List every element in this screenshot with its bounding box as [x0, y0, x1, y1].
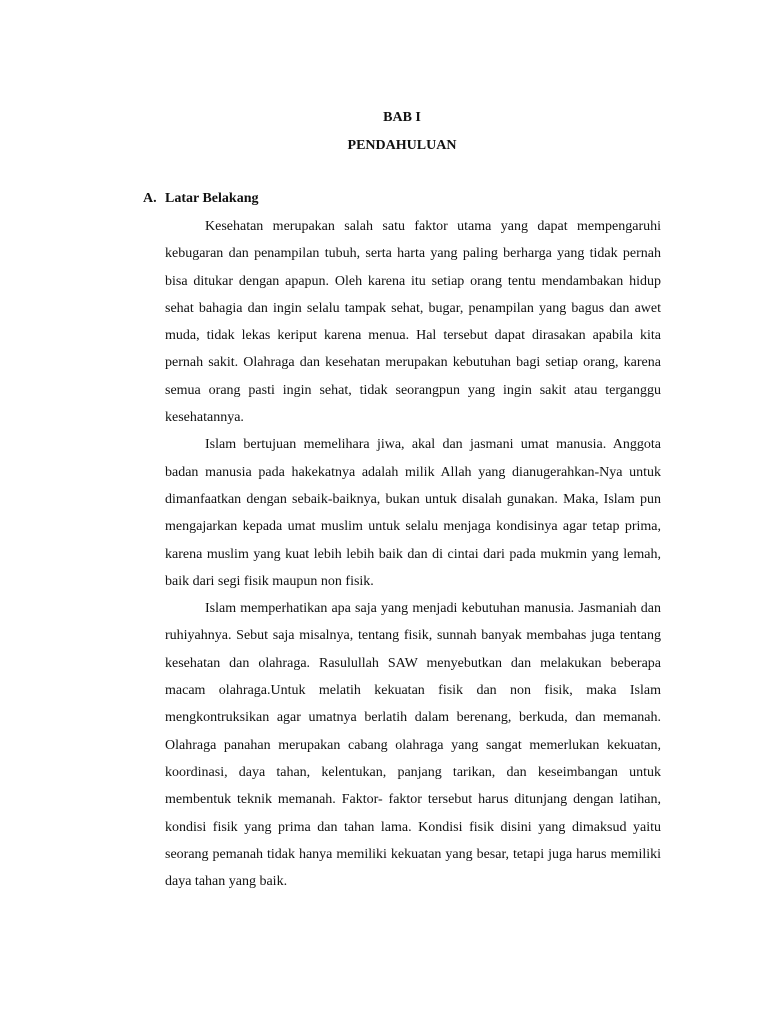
section-title: Latar Belakang	[165, 191, 259, 206]
chapter-title: PENDAHULUAN	[347, 138, 457, 153]
paragraph-islam-kebutuhan: Islam memperhatikan apa saja yang menjadi kebutuhan manusia. Jasmaniah dan ruhiyahnya. Sebut saja misalnya, tentang fisik, sunnah banyak membahas juga tentang kesehatan dan olahraga. Rasulullah SAW menyebutkan dan melakukan beberapa macam olahraga.Untuk melatih kekuatan fisik dan non fisik, maka Islam mengkontruksikan agar umatnya berlatih dalam berenang, berkuda, dan memanah. Olahraga panahan merupakan cabang olahraga yang sangat memerlukan kekuatan, koordinasi, daya tahan, kelentukan, panjang tarikan, dan keseimbangan untuk membentuk teknik memanah. Faktor- faktor tersebut harus ditunjang dengan latihan, kondisi fisik yang prima dan tahan lama. Kondisi fisik disini yang dimaksud yaitu seorang pemanah tidak hanya memiliki kekuatan yang besar, tetapi juga harus memiliki daya tahan yang baik.	[165, 601, 661, 890]
paragraph-islam-tujuan: Islam bertujuan memelihara jiwa, akal dan jasmani umat manusia. Anggota badan manusia pada hakekatnya adalah milik Allah yang dianugerahkan-Nya untuk dimanfaatkan dengan sebaik-baiknya, bukan untuk disalah gunakan. Maka, Islam pun mengajarkan kepada umat muslim untuk selalu menjaga kondisinya agar tetap prima, karena muslim yang kuat lebih lebih baik dan di cintai dari pada mukmin yang lemah, baik dari segi fisik maupun non fisik.	[165, 437, 661, 589]
section-heading	[143, 189, 258, 209]
body-text	[165, 213, 661, 895]
chapter-label: BAB I	[383, 110, 421, 125]
paragraph-kesehatan: Kesehatan merupakan salah satu faktor utama yang dapat mempengaruhi kebugaran dan penampilan tubuh, serta harta yang paling berharga yang tidak pernah bisa ditukar dengan apapun. Oleh karena itu setiap orang tentu mendambakan hidup sehat bahagia dan ingin selalu tampak sehat, bugar, penampilan yang bagus dan awet muda, tidak lekas keriput karena menua. Hal tersebut dapat dirasakan apabila kita pernah sakit. Olahraga dan kesehatan merupakan kebutuhan bagi setiap orang, karena semua orang pasti ingin sehat, tidak seorangpun yang ingin sakit atau terganggu kesehatannya.	[165, 219, 661, 426]
section-marker: A.	[143, 191, 157, 206]
